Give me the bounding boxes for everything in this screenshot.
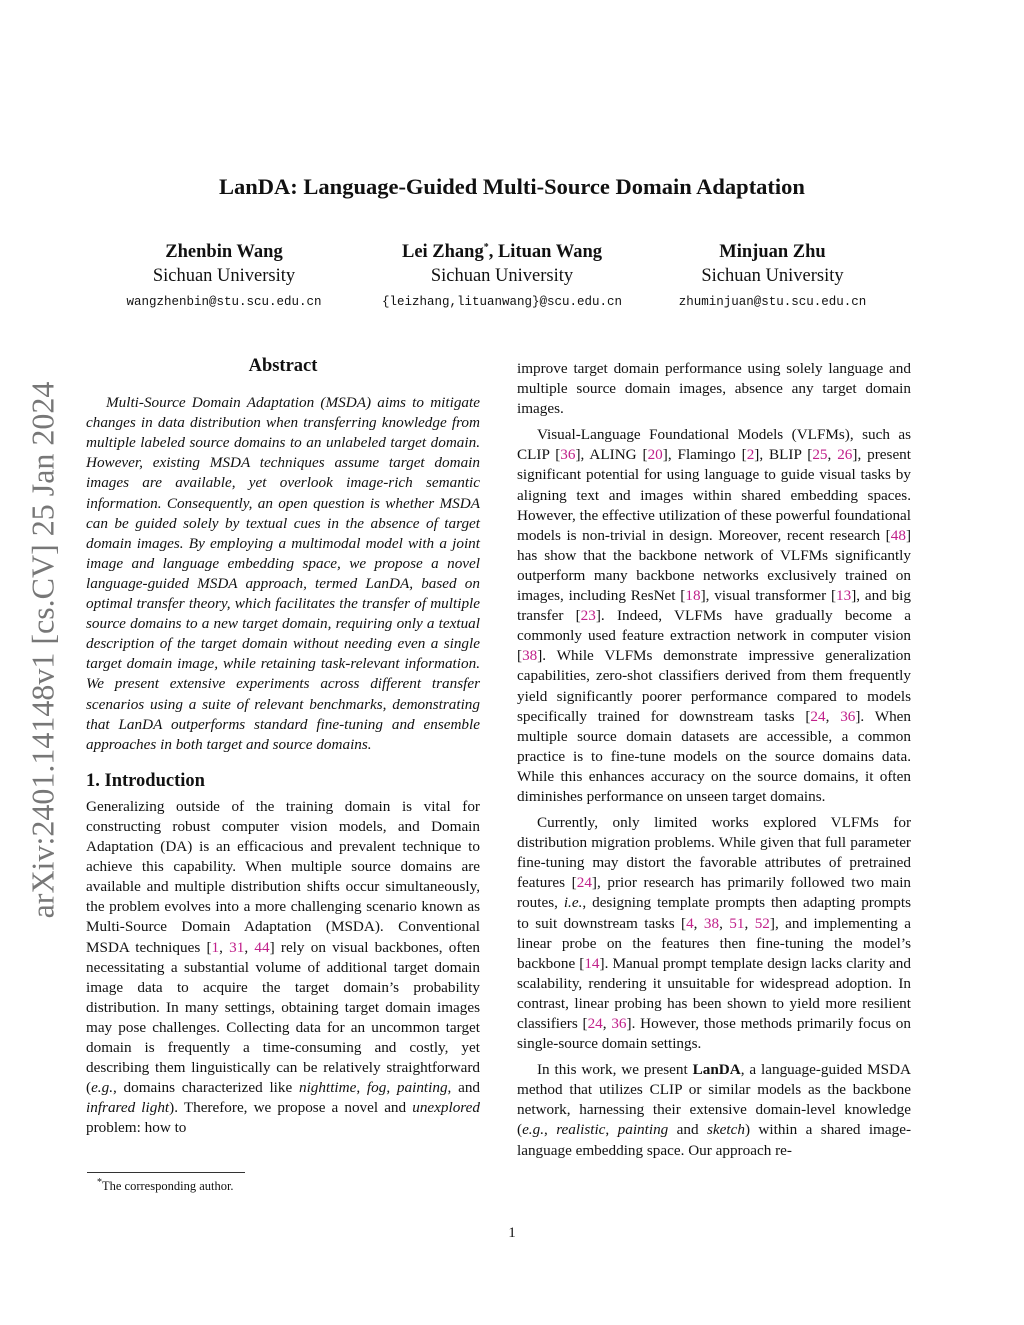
abstract-text: Multi-Source Domain Adaptation (MSDA) aims to mitigate changes in data distribution when transferring knowledge from multiple labeled source domains to an unlabeled target domain. However, existing MSDA techniques assume target domain images are available, yet overlook image-rich semantic information. Consequently, an open question is whether MSDA can be guided solely by textual cues in the absence of target domain images. By employing a multimodal model with a joint image and language embedding space, we propose a novel language-guided MSDA approach, termed LanDA, based on optimal transfer theory, which facilitates the transfer of multiple source domains to a new target domain, requiring only a textual description of the target domain without needing even a single target domain image, while retaining task-relevant information. We present extensive experiments across different transfer scenarios using a suite of relevant benchmarks, demonstrating that LanDA outperforms standard fine-tuning and ensemble approaches in both target and source domains. — [86, 394, 480, 753]
body-paragraph: Currently, only limited works explored VLFMs for distribution migration problems. While given that full parameter fine-tuning may distort the favorable attributes of pretrained features [24], prior research has primarily followed two main routes, i.e., designing template prompts then adapting prompts to suit downstream tasks [4, 38, 51, 52], and implementing a linear probe on the features then fine-tuning the model’s backbone [14]. Manual prompt template design lacks clarity and scalability, rendering it unsuitable for widespread adoption. In contrast, linear probing has been shown to yield more resilient classifiers [24, 36]. However, those methods primarily focus on single-source domain settings. — [517, 814, 912, 1053]
citation-link[interactable]: 26 — [837, 446, 853, 464]
footnote: *The corresponding author. — [97, 1176, 234, 1193]
author-email: zhuminjuan@stu.scu.edu.cn — [678, 295, 867, 309]
citation-link[interactable]: 14 — [584, 954, 600, 972]
page-number: 1 — [508, 1225, 516, 1241]
section-heading-introduction: 1. Introduction — [86, 770, 205, 791]
abstract-heading: Abstract — [248, 356, 318, 376]
citation-link[interactable]: 36 — [840, 707, 856, 725]
corresponding-mark: * — [483, 241, 489, 253]
citation-link[interactable]: 36 — [560, 446, 576, 464]
citation-link[interactable]: 20 — [647, 446, 663, 464]
citation-link[interactable]: 36 — [611, 1015, 627, 1032]
author-affiliation: Sichuan University — [701, 266, 844, 286]
citation-link[interactable]: 38 — [703, 914, 720, 932]
author-block-3 — [660, 240, 885, 314]
citation-link[interactable]: 4 — [686, 914, 694, 932]
author-affiliation: Sichuan University — [430, 266, 574, 286]
citation-link[interactable]: 44 — [254, 938, 270, 956]
citation-link[interactable]: 48 — [890, 526, 906, 544]
citation-link[interactable]: 24 — [576, 874, 592, 892]
right-column — [517, 359, 911, 1161]
author-name: Minjuan Zhu — [719, 242, 826, 262]
author-email: {leizhang,lituanwang}@scu.edu.cn — [381, 295, 623, 309]
citation-link[interactable]: 51 — [729, 914, 745, 932]
citation-link[interactable]: 23 — [580, 607, 596, 625]
author-block-1 — [124, 240, 324, 314]
intro-paragraph: Generalizing outside of the training domain is vital for constructing robust computer vision models, and Domain Adaptation (DA) is an efficacious and prevalent technique to achieve this capability. When multiple source domains are available and multiple distribution shifts occur simultaneously, the problem evolves into a more challenging scenario known as Multi-Source Domain Adaptation (MSDA). Conventional MSDA techniques [1, 31, 44] rely on visual backbones, often necessitating a substantial volume of additional target domain image data to acquire the target domain’s probability distribution. In many settings, obtaining target domain images may pose challenges. Collecting data for an uncommon target domain is frequently a time-consuming and costly, yet describing them linguistically can be relatively straightforward (e.g., domains characterized like nighttime, fog, painting, and infrared light). Therefore, we propose a novel and unexplored problem: how to — [86, 797, 481, 1137]
footnote-divider — [87, 1172, 245, 1173]
citation-link[interactable]: 2 — [746, 446, 755, 464]
citation-link[interactable]: 24 — [810, 707, 826, 725]
body-paragraph: Visual-Language Foundational Models (VLFMs), such as CLIP [36], ALING [20], Flamingo [2], BLIP [25, 26], present significant potential for using language to guide visual tasks by aligning text and images within shared embedding spaces. However, the effective utilization of these powerful foundational models is non-trivial in design. Moreover, recent research [48] has show that the backbone network of VLFMs significantly outperform many backbone networks exclusively trained on images, including ResNet [18], visual transformer [13], and big transfer [23]. Indeed, VLFMs have gradually become a commonly used feature extraction network in computer vision [38]. While VLFMs demonstrate impressive generalization capabilities, zero-shot classifiers derived from them frequently yield significantly poorer performance compared to models specifically trained for downstream tasks [24, 36]. When multiple source domain datasets are accessible, a common practice is to fine-tune models on the source domains data. While this enhances accuracy on the source domains, it often diminishes performance on unseen target domains. — [517, 426, 912, 805]
citation-link[interactable]: 52 — [754, 914, 770, 932]
citation-link[interactable]: 38 — [522, 647, 538, 665]
body-paragraph: In this work, we present LanDA, a language-guided MSDA method that utilizes CLIP or similar models as the backbone network, harnessing their extensive domain-level knowledge (e.g., realistic, painting and sketch) within a shared image-language embedding space. Our approach re- — [517, 1061, 912, 1159]
author-name: Lei Zhang*, Lituan Wang — [401, 241, 602, 262]
author-affiliation: Sichuan University — [152, 266, 296, 286]
citation-link[interactable]: 1 — [211, 938, 220, 956]
author-block-2 — [357, 240, 647, 314]
citation-link[interactable]: 31 — [229, 938, 245, 956]
left-column — [86, 356, 480, 1138]
citation-link[interactable]: 18 — [685, 587, 701, 605]
citation-link[interactable]: 13 — [836, 587, 852, 605]
author-email: wangzhenbin@stu.scu.edu.cn — [126, 295, 322, 309]
author-name: Zhenbin Wang — [165, 242, 283, 262]
citation-link[interactable]: 25 — [812, 446, 828, 464]
citation-link[interactable]: 24 — [587, 1015, 603, 1032]
body-paragraph: improve target domain performance using solely language and multiple source domain images, absence any target domain images. — [517, 360, 911, 418]
paper-title: LanDA: Language-Guided Multi-Source Domain Adaptation — [219, 174, 805, 199]
